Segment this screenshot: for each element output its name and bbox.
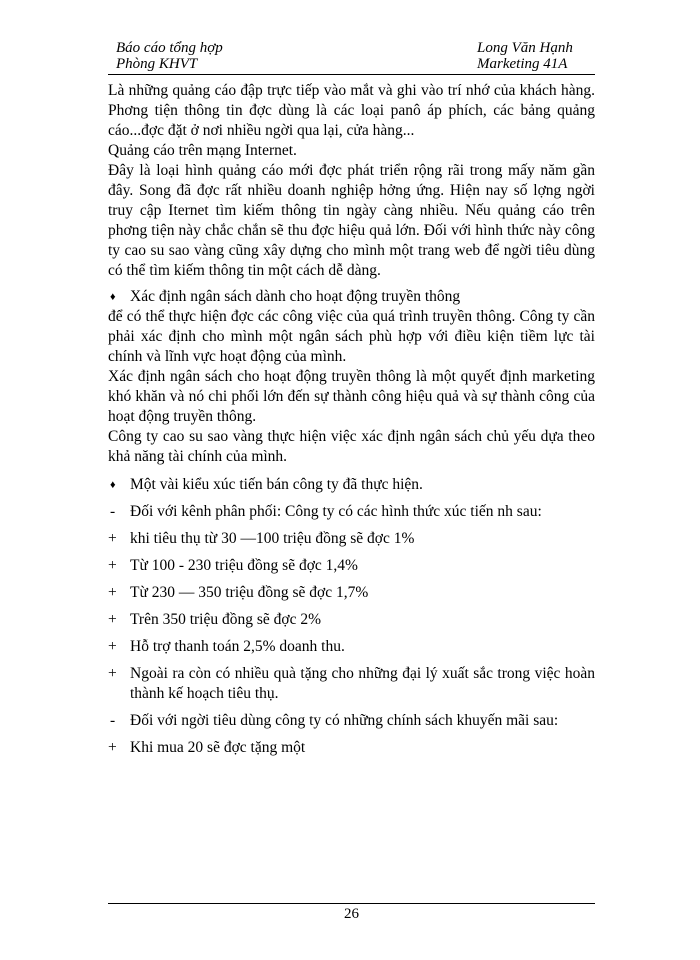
body-paragraph: Xác định ngân sách cho hoạt động truyền thông là một quyết định marketing khó khăn và nó chi phối lớn đến sự thành công hiệu quả và sự thành công của hoạt động truyền thông.: [108, 368, 595, 425]
list-item: [108, 664, 595, 704]
list-item-text: Từ 230 — 350 triệu đồng sẽ đợc 1,7%: [130, 584, 369, 601]
header-department: Phòng KHVT: [116, 56, 198, 72]
plus-bullet-icon: +: [108, 739, 117, 756]
list-item-text: Hỗ trợ thanh toán 2,5% doanh thu.: [130, 638, 345, 655]
list-item-text: Khi mua 20 sẽ đợc tặng một: [130, 739, 306, 756]
body-paragraph: Đây là loại hình quảng cáo mới đợc phát triển rộng rãi trong mấy năm gần đây. Song đã đợc rất nhiều doanh nghiệp hởng ứng. Hiện nay số lợng ngời truy cập Iternet tìm kiếm thông tin ngày càng nhiều. Nếu quảng cáo trên phơng tiện này chắc chắn sẽ thu đợc hiệu quả lớn. Đối với hình thức này công ty cao su sao vàng cũng xây dựng cho mình một trang web để ngời tiêu dùng có thể tìm kiếm thông tin một cách dễ dàng.: [108, 162, 595, 279]
list-item: [108, 711, 595, 731]
header-class: Marketing 41A: [477, 56, 568, 72]
body-paragraph: Là những quảng cáo đập trực tiếp vào mắt và ghi vào trí nhớ của khách hàng. Phơng tiện thông tin đợc dùng là các loại panô áp phích, các bảng quảng cáo...đợc đặt ở nơi nhiều ngời qua lại, cửa hàng...: [108, 82, 595, 139]
list-item: [108, 610, 595, 630]
plus-bullet-icon: +: [108, 638, 117, 655]
list-item: [108, 637, 595, 657]
list-item-text: Trên 350 triệu đồng sẽ đợc 2%: [130, 611, 322, 628]
list-item-text: Đối với ngời tiêu dùng công ty có những chính sách khuyến mãi sau:: [130, 712, 559, 729]
list-item-text: Từ 100 - 230 triệu đồng sẽ đợc 1,4%: [130, 557, 358, 574]
body-paragraph: để có thể thực hiện đợc các công việc của quá trình truyền thông. Công ty cần phải xác định cho mình một ngân sách phù hợp với điều kiện tiềm lực tài chính và lĩnh vực hoạt động của mình.: [108, 308, 595, 365]
list-item-text: Ngoài ra còn có nhiều quà tặng cho những đại lý xuất sắc trong việc hoàn thành kế hoạch tiêu thụ.: [130, 665, 595, 702]
list-item-text: Đối với kênh phân phối: Công ty có các hình thức xúc tiến nh sau:: [130, 503, 542, 520]
list-item: [108, 738, 595, 758]
section-heading-budget: [108, 287, 595, 307]
list-item-text: khi tiêu thụ từ 30 —100 triệu đồng sẽ đợc 1%: [130, 530, 415, 547]
section-heading-promotion: [108, 475, 595, 495]
plus-bullet-icon: +: [108, 584, 117, 601]
page-header: [108, 40, 595, 75]
dash-bullet-icon: -: [110, 503, 116, 520]
list-item: [108, 556, 595, 576]
header-report-title: Báo cáo tổng hợp: [116, 40, 223, 56]
plus-bullet-icon: +: [108, 530, 117, 547]
plus-bullet-icon: +: [108, 665, 117, 682]
body-paragraph: Quảng cáo trên mạng Internet.: [108, 142, 297, 159]
plus-bullet-icon: +: [108, 611, 117, 628]
header-author: Long Văn Hạnh: [477, 40, 573, 56]
section-heading-text: Xác định ngân sách dành cho hoạt động truyền thông: [130, 288, 461, 305]
page-number: 26: [344, 906, 359, 922]
plus-bullet-icon: +: [108, 557, 117, 574]
dash-bullet-icon: -: [110, 712, 116, 729]
list-item: [108, 502, 595, 522]
page-footer: [108, 903, 595, 923]
list-item: [108, 529, 595, 549]
diamond-bullet-icon: ♦: [110, 479, 116, 491]
body-paragraph: Công ty cao su sao vàng thực hiện việc xác định ngân sách chủ yếu dựa theo khả năng tài chính của mình.: [108, 428, 595, 465]
page-body: [108, 81, 595, 758]
diamond-bullet-icon: ♦: [110, 291, 116, 303]
section-heading-text: Một vài kiểu xúc tiến bán công ty đã thực hiện.: [130, 476, 423, 493]
list-item: [108, 583, 595, 603]
